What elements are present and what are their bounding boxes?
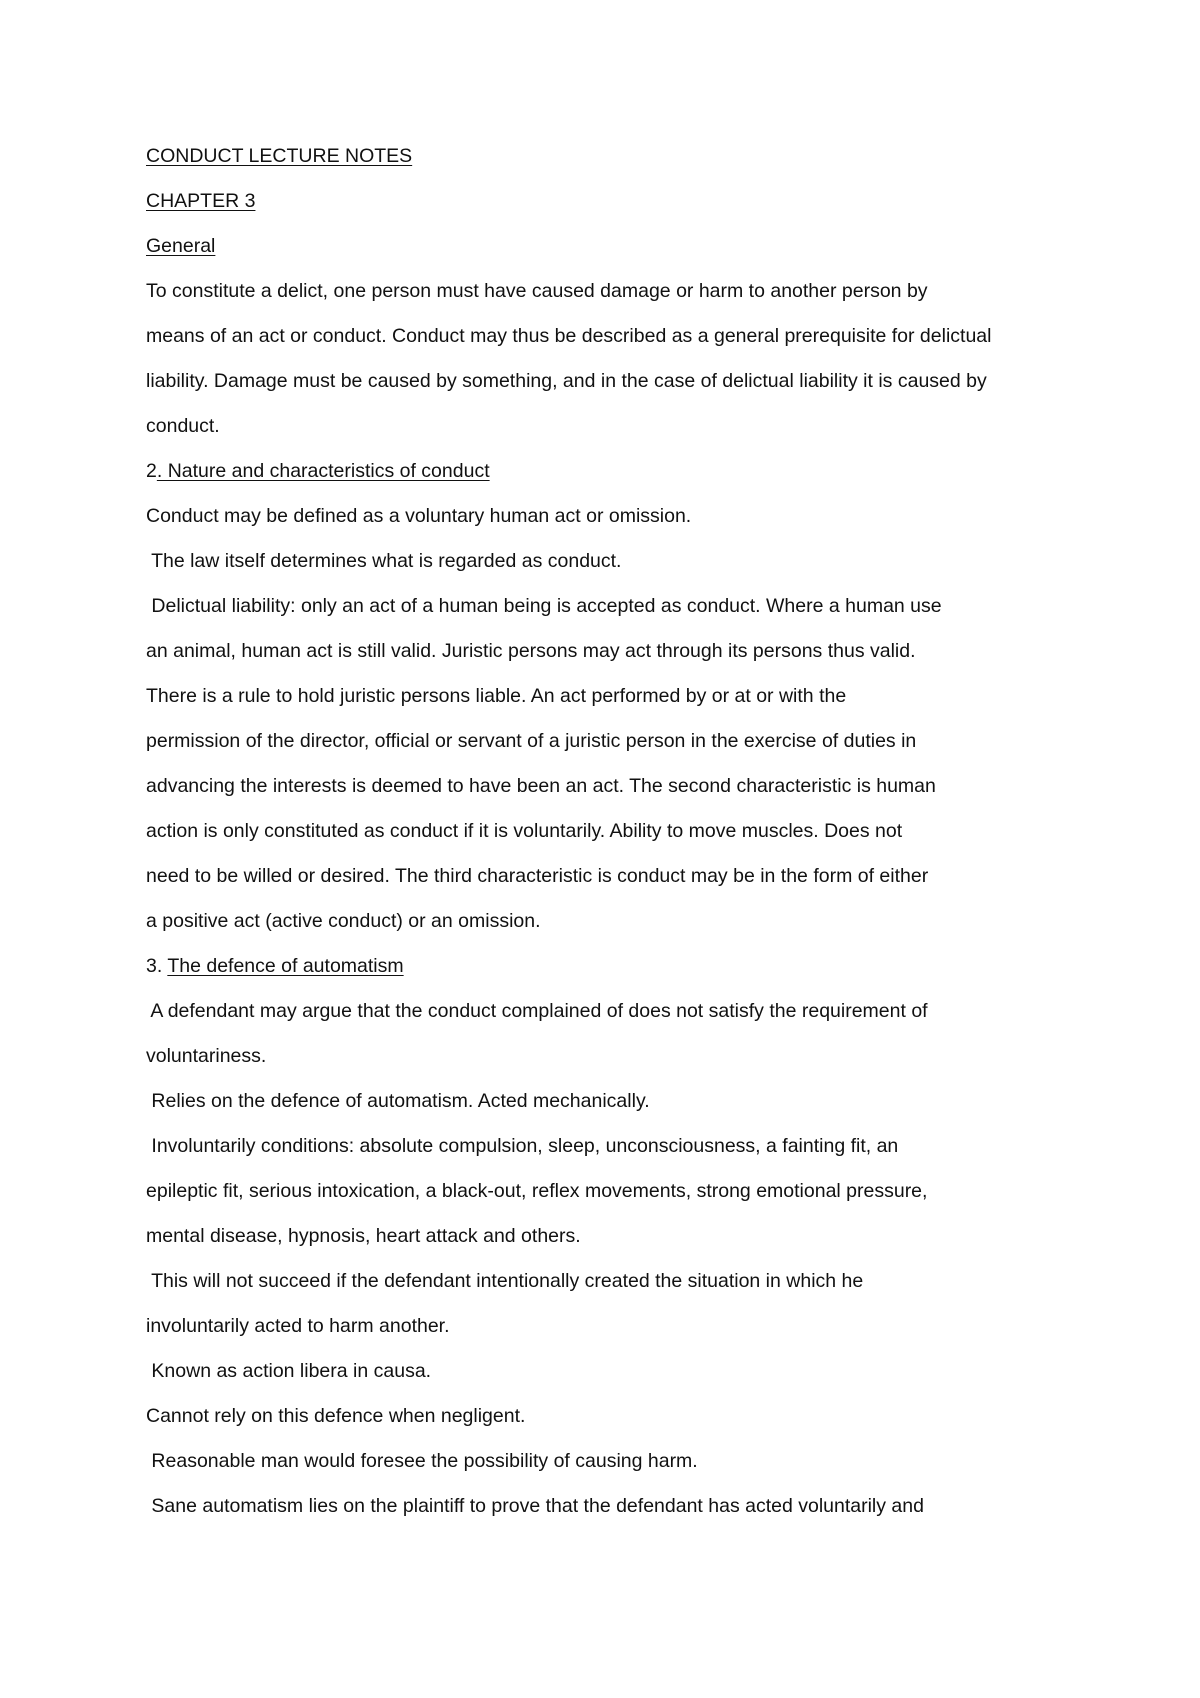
document-title: CONDUCT LECTURE NOTES bbox=[146, 145, 413, 167]
section-2-title: . Nature and characteristics of conduct bbox=[156, 460, 490, 482]
section-general-heading: General bbox=[146, 235, 216, 257]
section-3-line: Involuntarily conditions: absolute compulsion, sleep, unconsciousness, a fainting fit, an bbox=[146, 1135, 899, 1157]
section-3-line: Cannot rely on this defence when negligent. bbox=[146, 1405, 526, 1427]
section-2-line: advancing the interests is deemed to have been an act. The second characteristic is human bbox=[146, 775, 936, 797]
section-3-line: involuntarily acted to harm another. bbox=[146, 1315, 450, 1337]
section-3-line: Reasonable man would foresee the possibility of causing harm. bbox=[146, 1450, 698, 1472]
section-2-line: permission of the director, official or servant of a juristic person in the exercise of duties in bbox=[146, 730, 917, 752]
section-2-line: The law itself determines what is regarded as conduct. bbox=[146, 550, 622, 572]
section-3-line: Known as action libera in causa. bbox=[146, 1360, 432, 1382]
section-3-line: Sane automatism lies on the plaintiff to prove that the defendant has acted voluntarily and bbox=[146, 1495, 924, 1517]
general-paragraph-line: conduct. bbox=[146, 415, 220, 437]
section-3-line: voluntariness. bbox=[146, 1045, 267, 1067]
section-3-number: 3. bbox=[146, 955, 168, 977]
general-paragraph-line: To constitute a delict, one person must have caused damage or harm to another person by bbox=[146, 280, 928, 302]
section-2-line: There is a rule to hold juristic persons liable. An act performed by or at or with the bbox=[146, 685, 847, 707]
section-3-line: Relies on the defence of automatism. Acted mechanically. bbox=[146, 1090, 650, 1112]
section-3-line: epileptic fit, serious intoxication, a black-out, reflex movements, strong emotional pressure, bbox=[146, 1180, 928, 1202]
chapter-heading: CHAPTER 3 bbox=[146, 190, 256, 212]
general-paragraph-line: means of an act or conduct. Conduct may thus be described as a general prerequisite for delictual bbox=[146, 325, 992, 347]
section-2-line: need to be willed or desired. The third characteristic is conduct may be in the form of either bbox=[146, 865, 929, 887]
section-3-line: A defendant may argue that the conduct complained of does not satisfy the requirement of bbox=[146, 1000, 928, 1022]
section-2-line: Conduct may be defined as a voluntary human act or omission. bbox=[146, 505, 692, 527]
section-3-line: This will not succeed if the defendant intentionally created the situation in which he bbox=[146, 1270, 864, 1292]
section-2-number: 2 bbox=[146, 460, 157, 482]
section-2-line: a positive act (active conduct) or an omission. bbox=[146, 910, 541, 932]
section-2-line: Delictual liability: only an act of a human being is accepted as conduct. Where a human use bbox=[146, 595, 942, 617]
section-3-title: The defence of automatism bbox=[167, 955, 404, 977]
section-3-heading bbox=[146, 955, 404, 977]
general-paragraph-line: liability. Damage must be caused by something, and in the case of delictual liability it is caused by bbox=[146, 370, 987, 392]
section-2-line: action is only constituted as conduct if it is voluntarily. Ability to move muscles. Does not bbox=[146, 820, 903, 842]
section-2-heading bbox=[146, 460, 490, 482]
section-2-line: an animal, human act is still valid. Juristic persons may act through its persons thus valid. bbox=[146, 640, 916, 662]
section-3-line: mental disease, hypnosis, heart attack and others. bbox=[146, 1225, 581, 1247]
